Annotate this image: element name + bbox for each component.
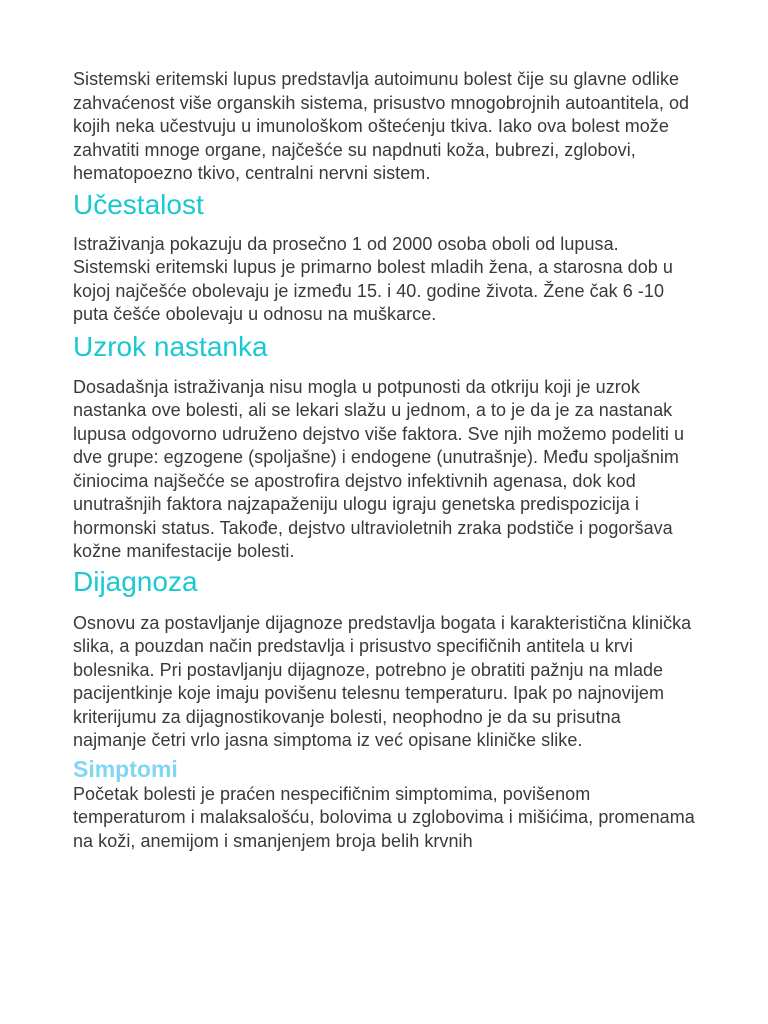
- paragraph-simptomi: Početak bolesti je praćen nespecifičnim simptomima, povišenom temperaturom i malaksalošću, bolovima u zglobovima i mišićima, promenama na koži, anemijom i smanjenjem broja belih krvnih: [73, 783, 695, 851]
- heading-ucestalost: Učestalost: [73, 188, 204, 220]
- intro-paragraph: Sistemski eritemski lupus predstavlja autoimunu bolest čije su glavne odlike zahvaćenost više organskih sistema, prisustvo mnogobrojnih autoantitela, od kojih neka učestvuju u imunološkom oštećenju tkiva. Iako ova bolest može zahvatiti mnoge organe, najčešće su napdnuti koža, bubrezi, zglobovi, hematopoezno tkivo, centralni nervni sistem.: [73, 69, 690, 183]
- heading-dijagnoza: Dijagnoza: [73, 565, 198, 597]
- heading-simptomi: Simptomi: [73, 755, 178, 782]
- heading-uzrok-nastanka: Uzrok nastanka: [73, 330, 268, 362]
- paragraph-ucestalost: Istraživanja pokazuju da prosečno 1 od 2000 osoba oboli od lupusa. Sistemski eritemski lupus je primarno bolest mladih žena, a starosna dob u kojoj najčešće obolevaju je između 15. i 40. godine života. Žene čak 6 -10 puta češće obolevaju u odnosu na muškarce.: [73, 233, 673, 324]
- paragraph-dijagnoza: Osnovu za postavljanje dijagnoze predstavlja bogata i karakteristična klinička slika, a pouzdan način predstavlja i prisustvo specifičnih antitela u krvi bolesnika. Pri postavljanju dijagnoze, potrebno je obratiti pažnju na mlade pacijentkinje koje imaju povišenu telesnu temperaturu. Ipak po najnovijem kriterijumu za dijagnostikovanje bolesti, neophodno je da su prisutna najmanje četri vrlo jasna simptoma iz već opisane kliničke slike.: [73, 612, 692, 750]
- paragraph-uzrok-nastanka: Dosadašnja istraživanja nisu mogla u potpunosti da otkriju koji je uzrok nastanka ove bolesti, ali se lekari slažu u jednom, a to je da je za nastanak lupusa odgovorno udruženo dejstvo više faktora. Sve njih možemo podeliti u dve grupe: egzogene (spoljašne) i endogene (unutrašnje). Među spoljašnim činiocima najšečće se apostrofira dejstvo infektivnih agenasa, dok kod unutrašnjih faktora najzapaženiju ulogu igraju genetska predispozicija i hormonski status. Takođe, dejstvo ultravioletnih zraka podstiče i pogoršava kožne manifestacije bolesti.: [73, 376, 685, 561]
